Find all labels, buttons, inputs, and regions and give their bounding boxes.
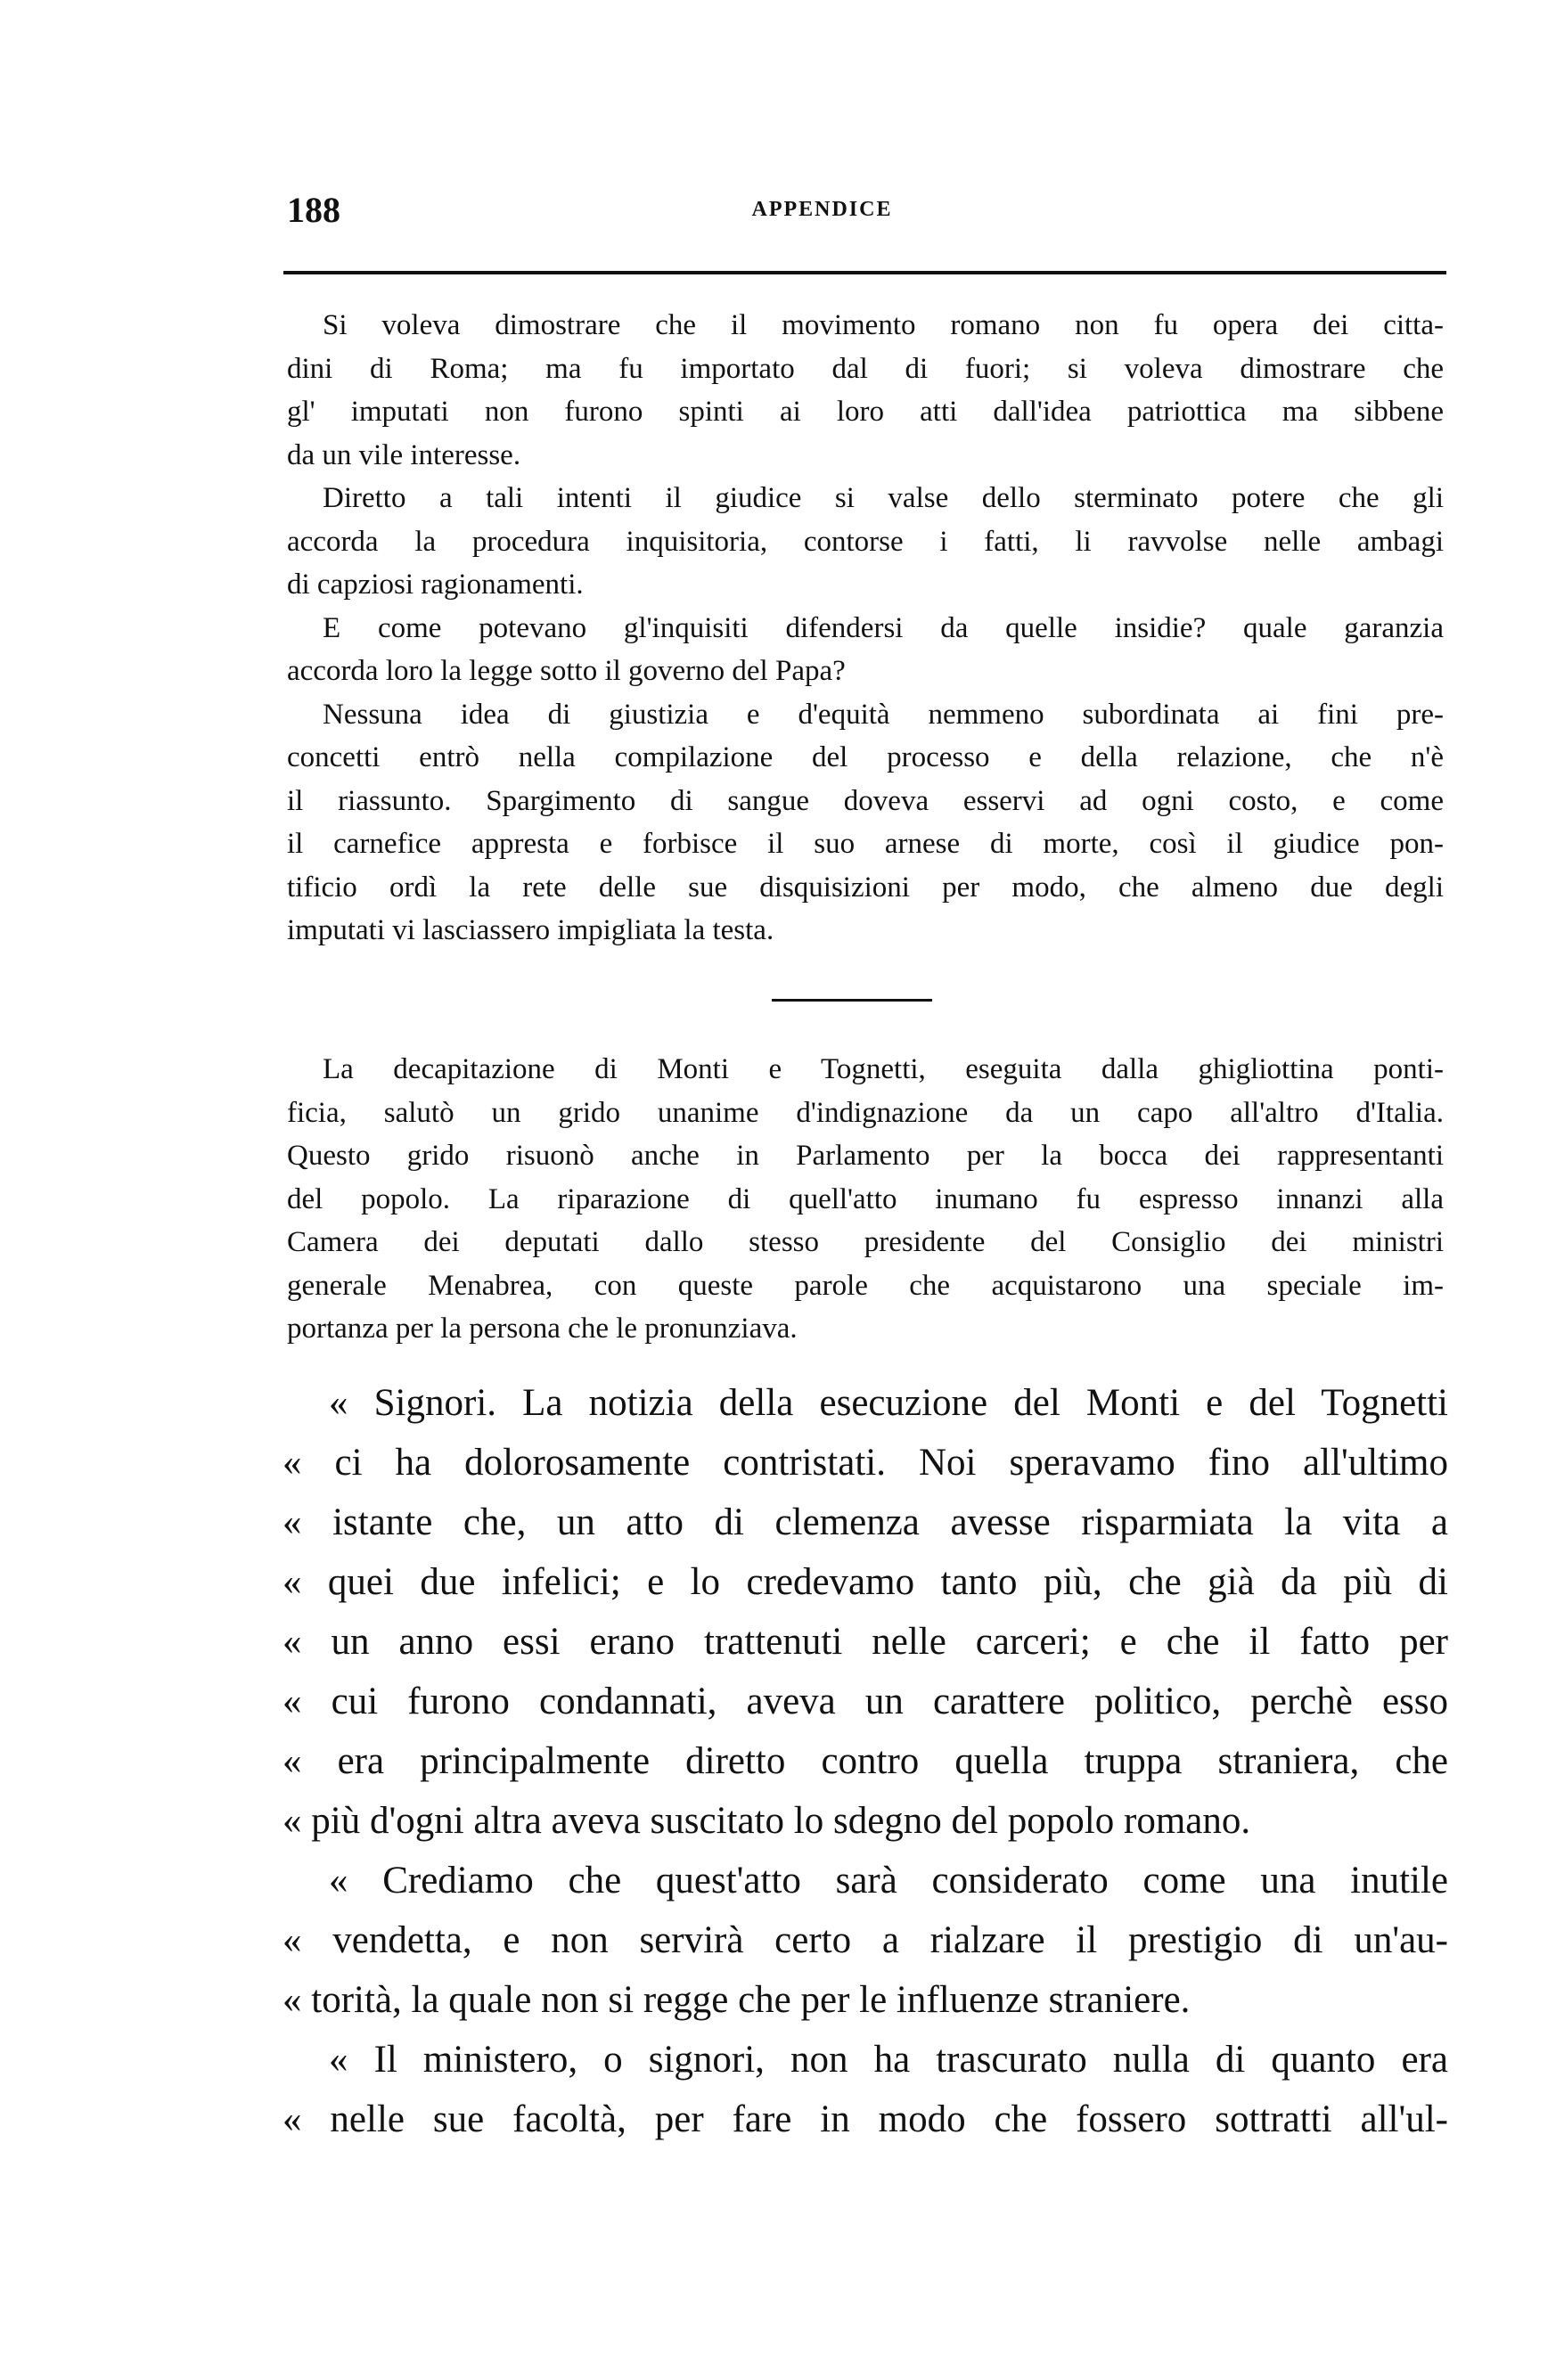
section-1-text [287, 304, 1444, 953]
text-line: « vendetta, e non servirà certo a rialzare il prestigio di un'au- [283, 1919, 1448, 1961]
text-line: « torità, la quale non si regge che per le influenze straniere. [283, 1979, 1191, 2021]
page-number: 188 [287, 190, 340, 230]
text-line: « Crediamo che quest'atto sarà considerato come una inutile [329, 1860, 1448, 1902]
running-title: APPENDICE [751, 198, 893, 221]
text-line: il carnefice appresta e forbisce il suo arnese di morte, così il giudice pon- [287, 828, 1444, 860]
text-line: gl' imputati non furono spinti ai loro atti dall'idea patriottica ma sibbene [287, 396, 1444, 428]
text-line: imputati vi lasciassero impigliata la testa. [287, 914, 774, 946]
text-line: La decapitazione di Monti e Tognetti, eseguita dalla ghigliottina ponti- [323, 1053, 1444, 1085]
text-line: « istante che, un atto di clemenza avesse risparmiata la vita a [283, 1501, 1448, 1543]
text-line: Diretto a tali intenti il giudice si valse dello sterminato potere che gli [323, 482, 1444, 514]
text-line: « cui furono condannati, aveva un carattere politico, perchè esso [283, 1681, 1448, 1722]
text-line: Nessuna idea di giustizia e d'equità nemmeno subordinata ai fini pre- [323, 698, 1444, 731]
text-line: Questo grido risuonò anche in Parlamento per la bocca dei rappresentanti [287, 1140, 1444, 1172]
text-line: del popolo. La riparazione di quell'atto inumano fu espresso innanzi alla [287, 1182, 1444, 1215]
text-line: accorda loro la legge sotto il governo del Papa? [287, 655, 846, 687]
text-line: « nelle sue facoltà, per fare in modo che fossero sottratti all'ul- [283, 2098, 1448, 2140]
text-line: Si voleva dimostrare che il movimento romano non fu opera dei citta- [323, 309, 1444, 341]
text-line: generale Menabrea, con queste parole che acquistarono una speciale im- [287, 1269, 1444, 1302]
text-line: « quei due infelici; e lo credevamo tanto più, che già da più di [283, 1561, 1448, 1603]
text-line: dini di Roma; ma fu importato dal di fuori; si voleva dimostrare che [287, 352, 1444, 385]
text-line: « Il ministero, o signori, non ha trascurato nulla di quanto era [329, 2039, 1448, 2081]
text-line: tificio ordì la rete delle sue disquisizioni per modo, che almeno due degli [287, 871, 1444, 904]
text-line: di capziosi ragionamenti. [287, 568, 584, 601]
text-line: concetti entrò nella compilazione del processo e della relazione, che n'è [287, 741, 1444, 773]
header-rule [283, 271, 1446, 274]
text-line: « era principalmente diretto contro quella truppa straniera, che [283, 1740, 1448, 1782]
text-line: « Signori. La notizia della esecuzione del Monti e del Tognetti [329, 1382, 1448, 1424]
text-line: accorda la procedura inquisitoria, contorse i fatti, li ravvolse nelle ambagi [287, 525, 1444, 558]
quoted-speech [283, 1373, 1448, 2149]
text-line: portanza per la persona che le pronunziava. [287, 1313, 798, 1345]
text-line: ficia, salutò un grido unanime d'indignazione da un capo all'altro d'Italia. [287, 1096, 1444, 1129]
text-line: « ci ha dolorosamente contristati. Noi speravamo fino all'ultimo [283, 1442, 1448, 1484]
section-divider [772, 999, 932, 1002]
section-2-text [287, 1048, 1444, 1351]
text-line: da un vile interesse. [287, 438, 521, 471]
text-line: E come potevano gl'inquisiti difendersi da quelle insidie? quale garanzia [323, 611, 1444, 644]
text-line: « più d'ogni altra aveva suscitato lo sdegno del popolo romano. [283, 1800, 1251, 1842]
text-line: « un anno essi erano trattenuti nelle carceri; e che il fatto per [283, 1621, 1448, 1663]
text-line: il riassunto. Spargimento di sangue doveva esservi ad ogni costo, e come [287, 784, 1444, 817]
text-line: Camera dei deputati dallo stesso presidente del Consiglio dei ministri [287, 1226, 1444, 1258]
